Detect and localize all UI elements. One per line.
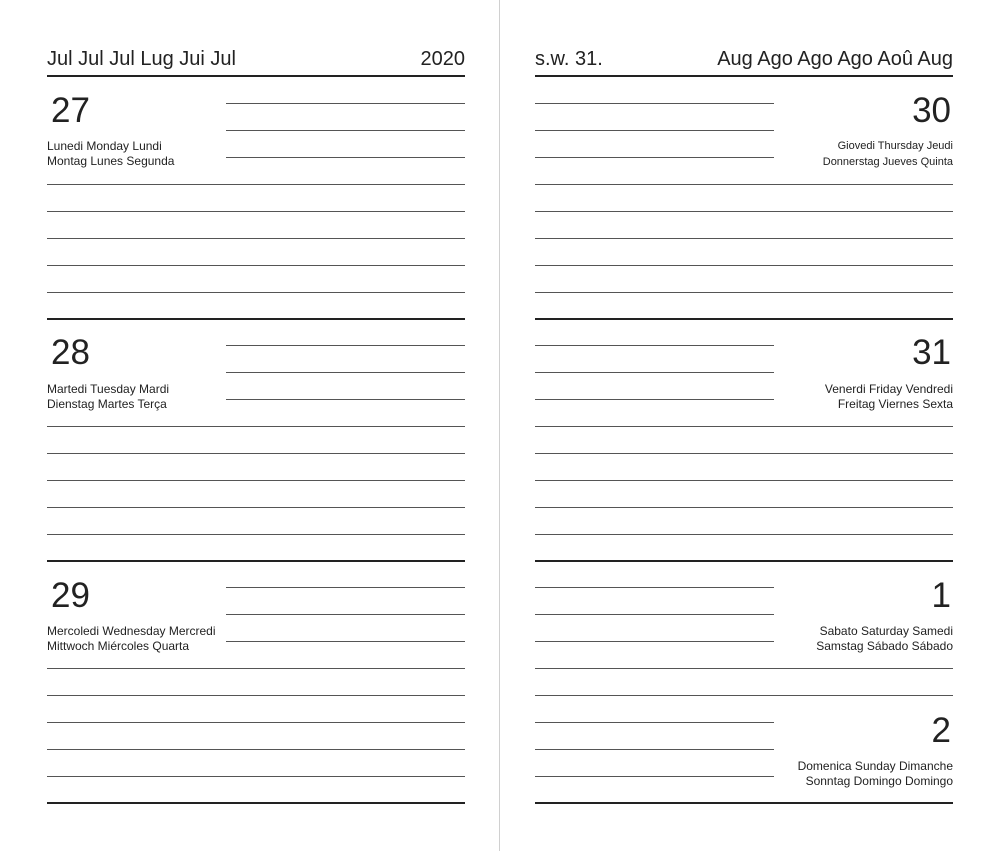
week-label: s.w. 31. <box>535 48 603 70</box>
writing-line <box>47 722 465 723</box>
writing-line <box>535 292 953 293</box>
writing-line <box>226 641 465 642</box>
left-page <box>47 0 465 851</box>
month-names: Jul Jul Jul Lug Jui Jul <box>47 48 236 70</box>
day-names-line2: Freitag Viernes Sexta <box>837 397 953 411</box>
day-divider <box>47 318 465 320</box>
day-divider <box>47 560 465 562</box>
writing-line <box>535 614 774 615</box>
page-bottom-rule <box>535 802 953 804</box>
day-names-line2: Mittwoch Miércoles Quarta <box>47 639 190 653</box>
writing-line <box>47 749 465 750</box>
writing-line <box>535 453 953 454</box>
writing-line <box>47 184 465 185</box>
writing-line <box>535 157 774 158</box>
day-number: 28 <box>51 333 90 372</box>
day-number: 29 <box>51 576 90 615</box>
writing-line <box>535 211 953 212</box>
writing-line <box>47 211 465 212</box>
header-rule <box>535 75 953 77</box>
day-number: 31 <box>912 333 951 372</box>
day-names-line2: Samstag Sábado Sábado <box>816 639 953 653</box>
writing-line <box>47 292 465 293</box>
writing-line <box>535 749 774 750</box>
writing-line <box>535 399 774 400</box>
day-names-line1: Sabato Saturday Samedi <box>819 624 953 638</box>
writing-line <box>535 372 774 373</box>
writing-line <box>535 641 774 642</box>
day-divider <box>535 560 953 562</box>
day-names-line1: Giovedi Thursday Jeudi <box>837 140 953 152</box>
writing-line <box>535 668 953 669</box>
page-bottom-rule <box>47 802 465 804</box>
writing-line <box>535 265 953 266</box>
page-spine <box>499 0 500 851</box>
writing-line <box>535 695 953 696</box>
day-names-line1: Lunedi Monday Lundi <box>47 139 162 153</box>
right-page-header <box>535 48 953 76</box>
left-page-header <box>47 48 465 76</box>
writing-line <box>535 776 774 777</box>
day-names-line1: Venerdi Friday Vendredi <box>824 382 953 396</box>
day-names-line2: Sonntag Domingo Domingo <box>805 774 953 788</box>
writing-line <box>535 507 953 508</box>
writing-line <box>226 399 465 400</box>
writing-line <box>226 130 465 131</box>
writing-line <box>535 722 774 723</box>
writing-line <box>47 453 465 454</box>
writing-line <box>47 534 465 535</box>
writing-line <box>535 534 953 535</box>
header-rule <box>47 75 465 77</box>
writing-line <box>535 426 953 427</box>
writing-line <box>535 238 953 239</box>
day-names-line2: Donnerstag Jueves Quinta <box>822 156 953 168</box>
writing-line <box>226 372 465 373</box>
day-names-line1: Domenica Sunday Dimanche <box>797 759 953 773</box>
writing-line <box>226 345 465 346</box>
writing-line <box>47 668 465 669</box>
writing-line <box>226 614 465 615</box>
writing-line <box>535 480 953 481</box>
day-names-line2: Dienstag Martes Terça <box>47 397 167 411</box>
day-number: 27 <box>51 91 90 130</box>
day-number: 2 <box>931 711 951 750</box>
right-page <box>535 0 953 851</box>
writing-line <box>226 103 465 104</box>
day-number: 1 <box>931 576 951 615</box>
writing-line <box>47 265 465 266</box>
writing-line <box>47 238 465 239</box>
writing-line <box>47 776 465 777</box>
writing-line <box>47 507 465 508</box>
writing-line <box>226 587 465 588</box>
writing-line <box>226 157 465 158</box>
day-names-line2: Montag Lunes Segunda <box>47 154 175 168</box>
writing-line <box>535 130 774 131</box>
writing-line <box>47 695 465 696</box>
writing-line <box>47 480 465 481</box>
writing-line <box>47 426 465 427</box>
day-names-line1: Mercoledi Wednesday Mercredi <box>47 624 216 638</box>
month-names: Aug Ago Ago Ago Aoû Aug <box>717 48 953 70</box>
writing-line <box>535 103 774 104</box>
year-label: 2020 <box>420 48 465 70</box>
writing-line <box>535 345 774 346</box>
day-divider <box>535 318 953 320</box>
writing-line <box>535 587 774 588</box>
day-names-line1: Martedi Tuesday Mardi <box>47 382 170 396</box>
writing-line <box>535 184 953 185</box>
day-number: 30 <box>912 91 951 130</box>
